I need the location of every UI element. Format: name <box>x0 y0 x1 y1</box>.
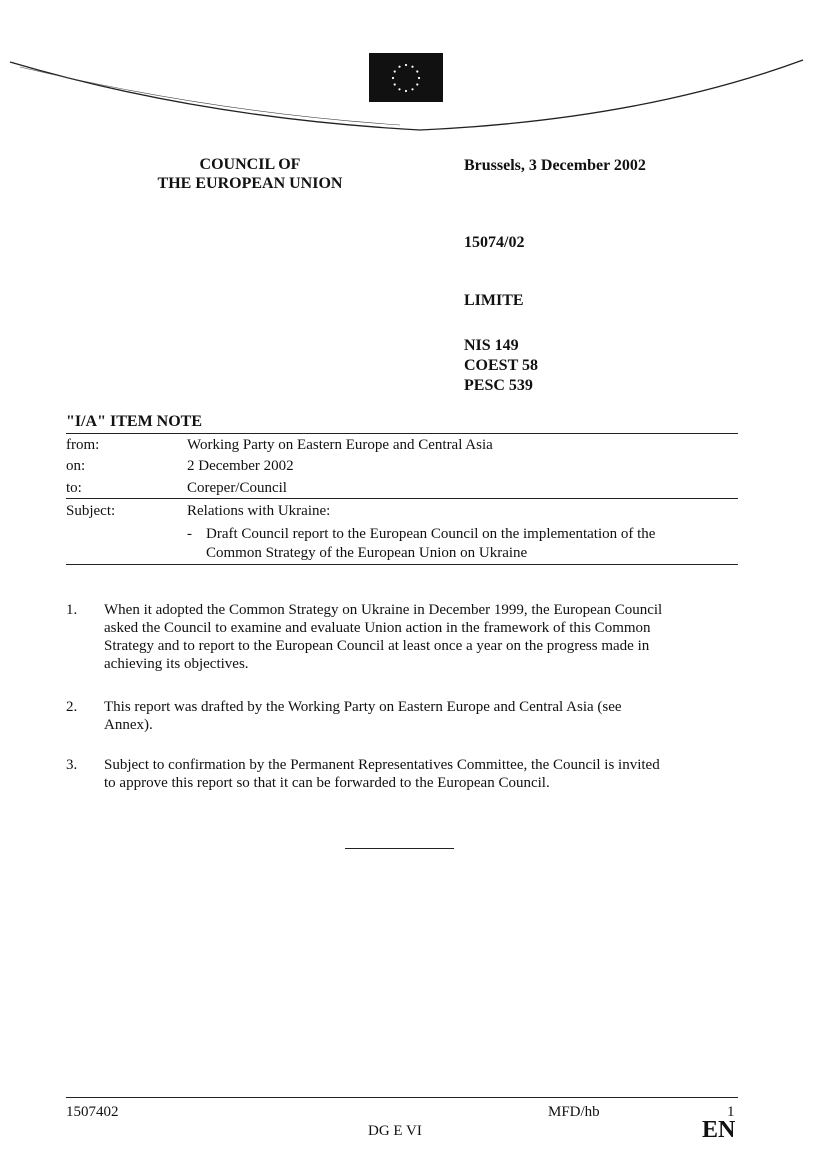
footer-language: EN <box>702 1117 736 1143</box>
subject-value: Relations with Ukraine: <box>187 503 331 519</box>
footer-initials: MFD/hb <box>548 1104 600 1120</box>
from-label: from: <box>66 437 100 453</box>
eu-flag-icon <box>369 53 443 102</box>
paragraph-line: Subject to confirmation by the Permanent Representatives Committee, the Council is invited <box>104 757 660 773</box>
footer-page-number: 1 <box>727 1104 735 1120</box>
on-value: 2 December 2002 <box>187 458 294 474</box>
subject-item-text <box>206 525 746 563</box>
subject-item-dash: - <box>187 526 192 542</box>
subject-item-line: Draft Council report to the European Council on the implementation of the <box>206 526 656 542</box>
paragraph-text <box>104 756 736 792</box>
paragraph-line: to approve this report so that it can be forwarded to the European Council. <box>104 775 550 791</box>
paragraph-line: Strategy and to report to the European Council at least once a year on the progress made in <box>104 638 650 654</box>
paragraph-line: achieving its objectives. <box>104 656 249 672</box>
subject-label: Subject: <box>66 503 116 519</box>
paragraph-number: 1. <box>66 602 78 618</box>
institution-name <box>150 155 350 193</box>
subject-item-line: Common Strategy of the European Union on Ukraine <box>206 545 528 561</box>
place-date: Brussels, 3 December 2002 <box>464 157 646 174</box>
footer-doc-ref: 1507402 <box>66 1104 119 1120</box>
paragraph-line: When it adopted the Common Strategy on Ukraine in December 1999, the European Council <box>104 602 663 618</box>
to-value: Coreper/Council <box>187 480 287 496</box>
paragraph-line: asked the Council to examine and evaluate Union action in the framework of this Common <box>104 620 651 636</box>
paragraph-line: This report was drafted by the Working Party on Eastern Europe and Central Asia (see <box>104 699 622 715</box>
document-codes <box>464 336 538 396</box>
paragraph-number: 3. <box>66 757 78 773</box>
divider <box>66 498 738 499</box>
from-value: Working Party on Eastern Europe and Central Asia <box>187 437 493 453</box>
footer-divider <box>66 1097 738 1098</box>
divider <box>66 564 738 565</box>
code-coest: COEST 58 <box>464 357 538 374</box>
document-number: 15074/02 <box>464 234 525 251</box>
paragraph-text <box>104 698 736 734</box>
paragraph-number: 2. <box>66 699 78 715</box>
code-pesc: PESC 539 <box>464 377 533 394</box>
paragraph-line: Annex). <box>104 717 153 733</box>
institution-line-2: THE EUROPEAN UNION <box>157 175 343 192</box>
on-label: on: <box>66 458 86 474</box>
institution-line-1: COUNCIL OF <box>199 156 301 173</box>
note-title: "I/A" ITEM NOTE <box>66 413 203 430</box>
divider <box>66 433 738 434</box>
footer-directorate: DG E VI <box>368 1123 422 1139</box>
to-label: to: <box>66 480 82 496</box>
end-rule <box>345 848 454 849</box>
classification: LIMITE <box>464 292 524 309</box>
paragraph-text <box>104 601 736 673</box>
code-nis: NIS 149 <box>464 337 519 354</box>
